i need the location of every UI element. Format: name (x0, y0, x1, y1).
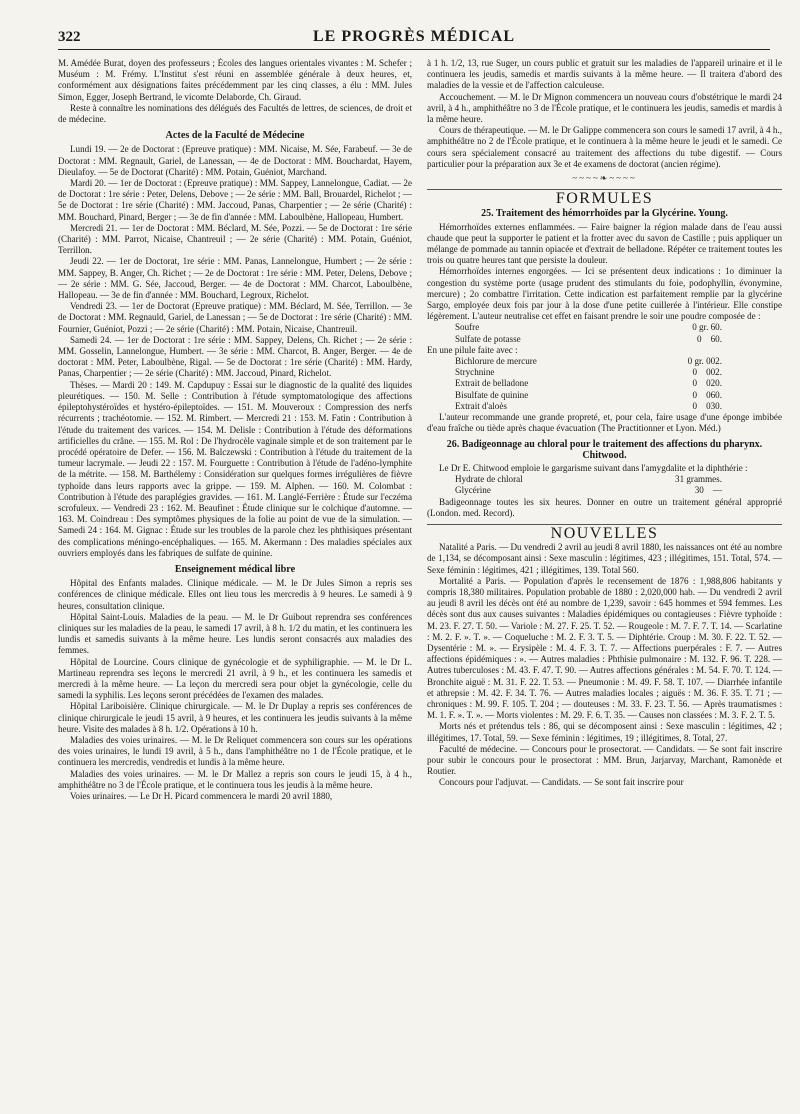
recipe-quantity: 0 060. (692, 389, 722, 400)
paragraph: Accouchement. — M. le Dr Mignon commencera un nouveau cours d'obstétrique le mardi 24 avril, à 4 h., amphithéâtre no 3 de l'École pratique, et le continuera les jeudis, samedis et mardis à la même heure. (427, 91, 782, 125)
formule-25-conclusion: L'auteur recommande une grande propreté, et, pour cela, faire usage d'une éponge imbibée d'eau fraîche ou tiède après chaque évacuation (The Practitionner et Lyon. Méd.) (427, 412, 782, 434)
recipe-ingredient: Glycérine (455, 485, 491, 496)
acte-entry: Samedi 24. — 1er de Doctorat : 1re série : MM. Sappey, Delens, Ch. Richet ; — 2e série : MM. Gosselin, Lannelongue, Humbert. — 3e série : MM. Charcot, B. Anger, Berger. — 4e de doctorat : MM. Peter, Laboulbène, Rigal. — 5e de Doctorat : 1re série (Charité) : MM. Hardy, Panas, Charpentier ; — 2e série (Charité) : MM. Jaccoud, Pinard, Richelot. (58, 334, 412, 379)
acte-entry: Vendredi 23. — 1er de Doctorat (Epreuve pratique) : MM. Béclard, M. Sée, Terrillon. — 3e de Doctorat : MM. Regnauld, Gariel, de Lanessan ; — 5e de Doctorat : 1re série (Charité) : MM. Fournier, Guéniot, Pozzi ; — 2e série (Charité) : MM. Potain, Nicaise, Chantreuil. (58, 301, 412, 334)
recipe-quantity: 0 002. (692, 367, 722, 378)
news-entry: Natalité a Paris. — Du vendredi 2 avril au jeudi 8 avril 1880, les naissances ont été au nombre de 1,134, se décomposant ainsi : Sexe masculin : légitimes, 423 ; illégitimes, 151. Total, 574. — Sexe féminin : légitimes, 421 ; illégitimes, 139. Total 560. (427, 542, 782, 575)
course-entry: Hôpital Lariboisière. Clinique chirurgicale. — M. le Dr Duplay a repris ses conférences de clinique chirurgicale le jeudi 15 avril, à 9 heures, et les continuera les jeudis suivants à la même heure. Visite des malades à 8 h. 1/2. Opérations à 10 h. (58, 701, 412, 734)
recipe-row (427, 378, 782, 389)
acte-entry: Lundi 19. — 2e de Doctorat : (Epreuve pratique) : MM. Nicaise, M. Sée, Farabeuf. — 3e de Doctorat : MM. Regnault, Gariel, de Lanessan, — 4e de Doctorat : MM. Bouchardat, Hayem, Dieulafoy. — 5e de Doctorat (Charité) : MM. Potain, Guéniot, Marchand. (58, 144, 412, 177)
recipe-row (427, 322, 782, 333)
course-entry: Hôpital Saint-Louis. Maladies de la peau. — M. le Dr Guibout reprendra ses conférences cliniques sur les maladies de la peau, le samedi 17 avril, à 8 h. 1/2 du matin, et les continuera les lundis et samedis suivants à la même heure. Les lundis seront consacrés aux maladies des femmes. (58, 611, 412, 656)
acte-entry: Mercredi 21. — 1er de Doctorat : MM. Béclard, M. Sée, Pozzi. — 5e de Doctorat : 1re série (Charité) : MM. Parrot, Nicaise, Chantreuil ; — 2e série (Charité) : MM. Potain, Guéniot, Terrillon. (58, 222, 412, 256)
recipe-quantity: 30 — (694, 485, 722, 496)
course-entry: Voies urinaires. — Le Dr H. Picard commencera le mardi 20 avril 1880, (70, 791, 333, 801)
recipe-row (427, 367, 782, 378)
left-column (58, 58, 412, 1106)
recipe-ingredient: Hydrate de chloral (455, 474, 523, 485)
recipe-ingredient: Soufre (455, 322, 480, 333)
recipe-ingredient: Sulfate de potasse (455, 333, 521, 344)
formule-26-conclusion: Badigeonnage toutes les six heures. Donner en outre un traitement général approprié (London. med. Record). (427, 496, 782, 518)
course-entry: Hôpital des Enfants malades. Clinique médicale. — M. le Dr Jules Simon a repris ses conférences de clinique médicale. Elles ont lieu tous les mercredis à 9 heures. Le samedi à 9 heures, consultation clinique. (58, 578, 412, 611)
paragraph: Hémorrhoïdes internes engorgées. — Ici se présentent deux indications : 1o diminuer la congestion du système porte (usage prudent des stimulants du foie, podophyllin, évonymine, mercure) ; 2o combattre l'irritation. Cette indication est parfaitement remplie par la glycérine Sargo, employée deux fois par jour à la dose d'une petite cuillerée à l'intérieur. Elle constipe légèrement. L'auteur neutralise cet effet en faisant prendre le soir une poudre composée de : (427, 266, 782, 322)
right-column (427, 58, 782, 1106)
news-entry: Morts nés et prétendus tels : 86, qui se décomposent ainsi : Sexe masculin : légitimes, 42 ; illégitimes, 17. Total, 59. — Sexe féminin : légitimes, 19 ; illégitimes, 8. Total, 27. (427, 721, 782, 743)
recipe-ingredient: Bisulfate de quinine (455, 389, 529, 400)
nouvelles-list (427, 542, 782, 788)
recipe-ingredient: Extrait de belladone (455, 378, 529, 389)
recipe-ingredient: Extrait d'aloès (455, 400, 507, 411)
news-entry: Faculté de médecine. — Concours pour le prosectorat. — Candidats. — Se sont fait inscrire pour subir le concours pour le prosectorat : MM. Brun, Jarjarvay, Marchant, Ramonède et Routier. (427, 743, 782, 777)
journal-title: LE PROGRÈS MÉDICAL (312, 28, 516, 45)
recipe-row (427, 474, 782, 485)
recipe-quantity: 0 gr. 60. (692, 322, 722, 333)
formule-26-intro: Le Dr E. Chitwood emploie le gargarisme suivant dans l'amygdalite et la diphthérie : (439, 462, 748, 473)
enseignement-title: Enseignement médical libre (174, 563, 296, 575)
recipe-ingredient: Strychnine (455, 367, 495, 378)
news-entry: Mortalité a Paris. — Population d'après le recensement de 1876 : 1,988,806 habitants y compris 18,380 militaires. Population probable de 1880 : 2,020,000 hab. — Du vendredi 2 avril au jeudi 8 avril les décès ont été au nombre de 1,239, savoir : 645 hommes et 594 femmes. Les décès sont dus aux causes suivantes : Maladies épidémiques ou contagieuses : Fièvre typhoïde : M. 23. F. 27. T. 50. — Variole : M. 27. F. 25. T. 52. — Rougeole : M. 7. F. 7. T. 14. — Scarlatine : M. 2. F. ». T. ». — Coqueluche : M. 2. F. 3. T. 5. — Diphtérie. Croup : M. 30. F. 22. T. 52. — Dysentérie : M. ». — Erysipèle : M. 4. F. 3. T. 7. — Affections puerpérales : F. 7. — Autres affections épidémiques : ». — Autres maladies : Phthisie pulmonaire : M. 132. F. 96. T. 228. — Autres tuberculoses : M. 43. F. 47. T. 90. — Autres affections générales : M. 54. F. 70. T. 124. — Bronchite aiguë : M. 31. F. 22. T. 53. — Pneumonie : M. 49. F. 58. T. 107. — Diarrhée infantile et athrepsie : M. 42. F. 34. T. 76. — Autres maladies locales ; aiguës : M. 36. F. 35. T. 71 ; — chroniques : M. 99. F. 105. T. 204 ; — douteuses : M. 33. F. 23. T. 56. — Après traumatismes : M. 1. F. ». T. ». — Morts violentes : M. 29. F. 6. T. 35. — Causes non classées : M. 3. F. 2. T. 5. (427, 575, 782, 721)
formule-26-title: 26. Badigeonnage au chloral pour le traitement des affections du pharynx. Chitwood. (446, 438, 763, 461)
actes-list (58, 144, 412, 559)
acte-entry: Thèses. — Mardi 20 : 149. M. Capdupuy : Essai sur le diagnostic de la qualité des liquides pleurétiques. — 150. M. Selle : Contribution à l'étude symptomatologique des affections épileptohystéroïdes et hystéro-épileptoïdes. — 151. M. Mouveroux : Compression des nerfs récurrents ; trachéotomie. — 152. M. Rimbert. — Mercredi 21 : 153. M. Fatin : Contribution à l'étude du traitement des varices. — 154. M. Delisle : Contribution à l'étude des déformations artificielles du crâne. — 155. M. Rol : De l'hydrocèle vaginale simple et de son traitement par le procédé opératoire de Defer. — 156. M. Balczewski : Contribution à l'étude du traitement de la tumeur lacrymale. — Jeudi 22 : 157. M. Fourguette : Contribution à l'étude de l'adéno-lymphite de la métrite. — 158. M. Barthélemy : Considération sur quelques formes irrégulières de fièvre typhoïde dans leurs rapports avec la grippe. — 159. M. Alphen. — 160. M. Colombat : Contribution à l'étude des paraplégies gravides. — 161. M. Langlé-Ferrière : Étude sur l'eczéma scrofuleux. — Vendredi 23 : 162. M. Beaufinet : Étude clinique sur le colchique d'automne. — 163. M. Coindreau : Des symptômes physiques de la folie au point de vue de la simulation. — Samedi 24 : 164. M. Gignac : Étude sur les troubles de la parole chez les phthisiques présentant des complications méningo-encéphaliques. — 165. M. Akermann : Des maladies spéciales aux ouvriers employés dans les fabriques de sulfate de quinine. (58, 379, 412, 558)
course-entry: Maladies des voies urinaires. — M. le Dr Mallez a repris son cours le jeudi 15, à 4 h., amphithéâtre no 3 de l'École pratique, et le continuera tous les jeudis à la même heure. (58, 768, 412, 790)
recipe-quantity: 31 grammes. (675, 474, 722, 485)
page-header (58, 28, 770, 50)
recipe-row (427, 485, 782, 496)
actes-title: Actes de la Faculté de Médecine (165, 130, 305, 142)
formule-25-text (427, 222, 782, 323)
recipe-quantity: 0 030. (692, 400, 722, 411)
paragraph: Reste à connaître les nominations des délégués des Facultés de lettres, de sciences, de droit et de médecine. (58, 102, 412, 125)
formule-25-pill-intro: En une pilule faite avec : (427, 344, 518, 355)
enseignement-list (58, 578, 412, 802)
formule-25-recipe-powder (427, 322, 782, 344)
recipe-quantity: 0 020. (692, 378, 722, 389)
paragraph: à 1 h. 1/2, 13, rue Suger, un cours public et gratuit sur les maladies de l'appareil urinaire et il le continuera les jeudis, samedis et mardis suivants à la même heure. — Il traitera d'abord des maladies de la vessie et de l'affection calculeuse. (427, 58, 782, 91)
recipe-ingredient: Bichlorure de mercure (455, 356, 537, 367)
paragraph: M. Amédée Burat, doyen des professeurs ; Écoles des langues orientales vivantes : M. Schefer ; Muséum : M. Frémy. L'Institut s'est réuni en assemblée générale à deux heures, et, conformément aux désignations faites précédemment par les cinq classes, a élu : MM. Jules Simon, Egger, Joseph Bertrand, le vicomte Delaborde, Ch. Giraud. (58, 58, 412, 102)
formules-title: FORMULES (427, 189, 782, 204)
left-intro (58, 58, 412, 125)
right-intro (427, 58, 782, 170)
ornament-divider: ~~~~❧~~~~ (572, 173, 637, 184)
formule-26-recipe (427, 474, 782, 496)
recipe-row (427, 334, 782, 345)
paragraph: Hémorrhoïdes externes enflammées. — Faire baigner la région malade dans de l'eau aussi chaude que peut la supporter le patient et la frotter avec du savon de Castille ; puis appliquer un mélange de pommade au tannin opiacée et d'extrait de belladone. Répéter ce traitement toutes les trois ou quatre heures tant que persiste la douleur. (427, 221, 782, 266)
nouvelles-title: NOUVELLES (427, 524, 782, 539)
recipe-row (427, 356, 782, 367)
page-number: 322 (58, 29, 81, 45)
paragraph: Cours de thérapeutique. — M. le Dr Galippe commencera son cours le samedi 17 avril, à 4 h., amphithéâtre no 2 de l'École pratique, et le continuera à la même heure le jeudi et le samedi. Ce cours sera spécialement consacré au traitement des affections du tube digestif. — Cours particulier pour la préparation aux 3e et 4e examens de doctorat (ancien régime). (427, 125, 782, 169)
recipe-row (427, 390, 782, 401)
formule-25-recipe-pill (427, 356, 782, 412)
recipe-quantity: 0 gr. 002. (687, 356, 722, 367)
recipe-row (427, 401, 782, 412)
formule-25-title: 25. Traitement des hémorrhoïdes par la Glycérine. Young. (481, 208, 728, 220)
acte-entry: Mardi 20. — 1er de Doctorat : (Epreuve pratique) : MM. Sappey, Lannelongue, Cadiat. — 2e de Doctorat : 1re série : Peter, Delens, Debove ; — 2e série : MM. Ball, Brouardel, Richelot ; — 5e de Doctorat : 1re série (Charité) : MM. Jaccoud, Panas, Charpentier ; — 2e série (Charité) : MM. Bouchard, Pinard, Berger ; — 3e de fin d'année : MM. Laboulbène, Hallopeau, Humbert. (58, 178, 412, 222)
recipe-quantity: 0 60. (696, 333, 722, 344)
course-entry: Maladies des voies urinaires. — M. le Dr Reliquet commencera son cours sur les opérations des voies urinaires, le lundi 19 avril, à 5 h., dans l'amphithéâtre no 1 de l'École pratique, et le continuera les mercredis, vendredis et lundis à la même heure. (58, 734, 412, 768)
course-entry: Hôpital de Lourcine. Cours clinique de gynécologie et de syphiligraphie. — M. le Dr L. Martineau reprendra ses leçons le mercredi 21 avril, à 9 h., et les continuera les samedis et mercredi à la même heure. — La leçon du mercredi sera pour objet la gynécologie, celle du samedi la syphilis. Les leçons seront précédées de l'examen des malades. (58, 656, 412, 701)
acte-entry: Jeudi 22. — 1er de Doctorat, 1re série : MM. Panas, Lannelongue, Humbert ; — 2e série : MM. Sappey, B. Anger, Ch. Richet ; — 2e de Doctorat : 1re série : MM. Peter, Delens, Debove ; — 2e série : MM. G. Sée, Jaccoud, Berger. — 4e de Doctorat : MM. Charcot, Laboulbène, Hallopeau. — 3e de fin d'année : MM. Bouchard, Legroux, Richelot. (58, 256, 412, 301)
news-entry: Concours pour l'adjuvat. — Candidats. — Se sont fait inscrire pour (439, 777, 684, 788)
